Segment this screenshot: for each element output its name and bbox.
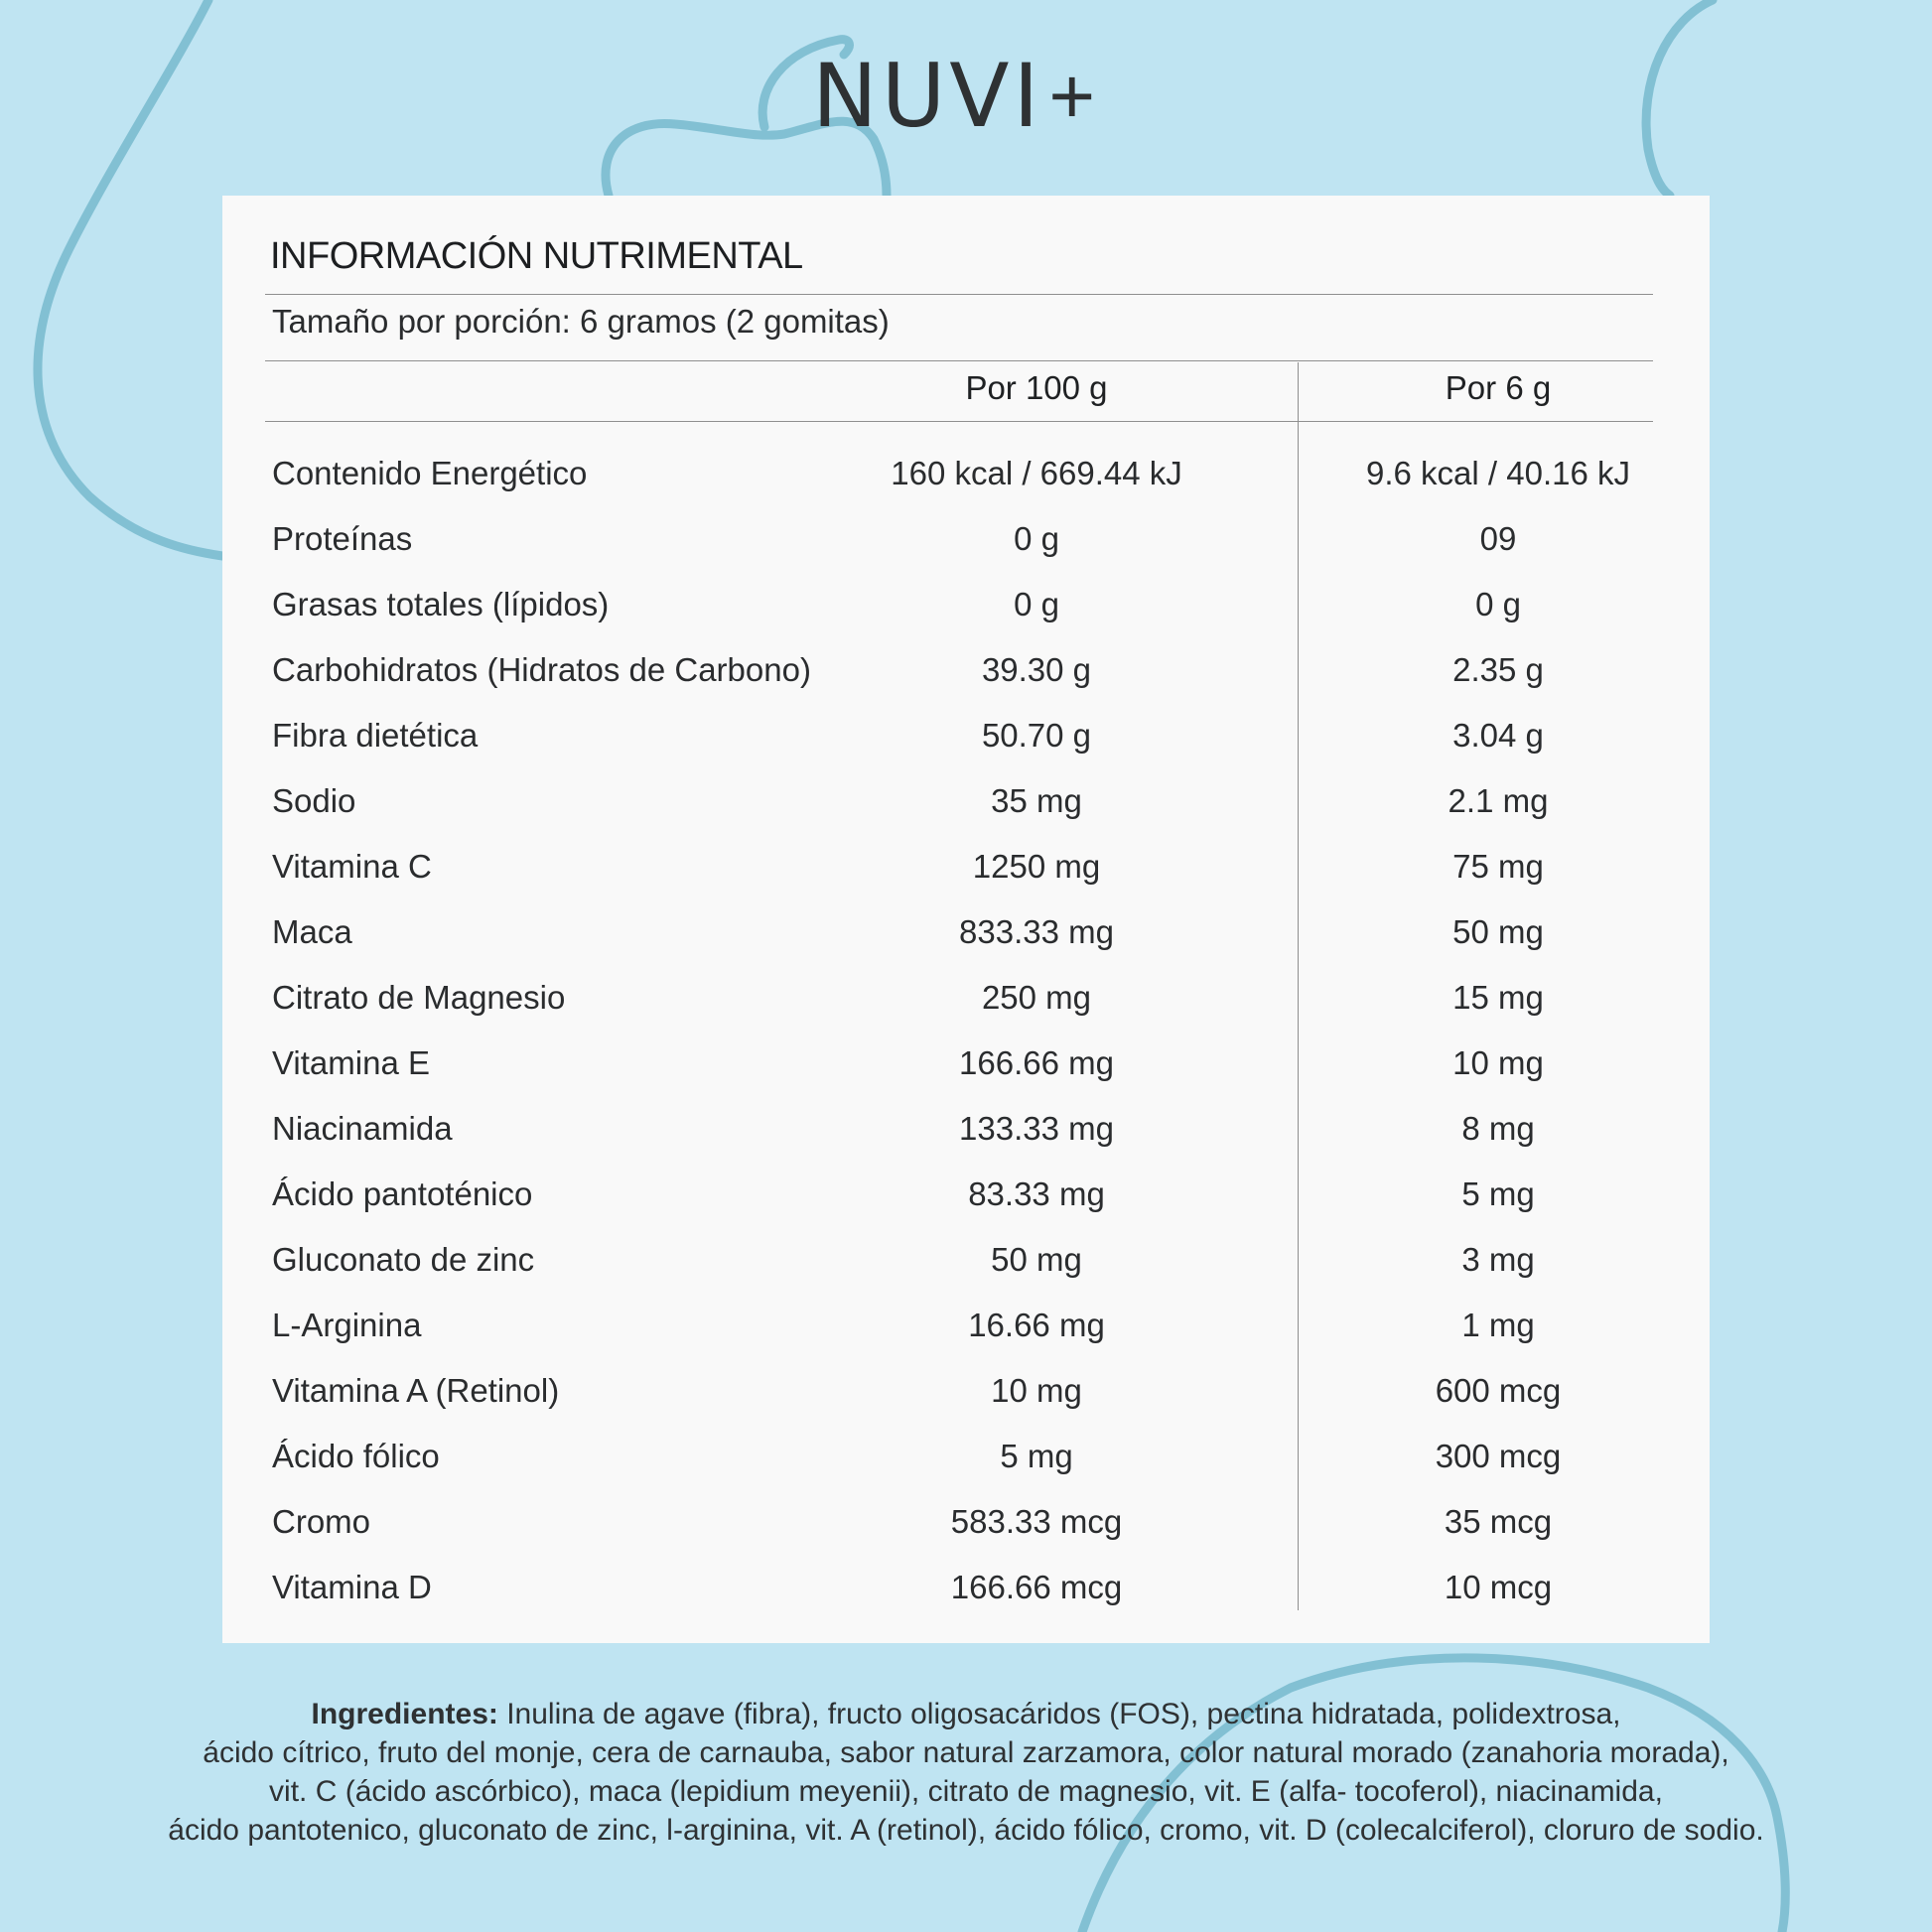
value-per-100g: 133.33 mg [959, 1110, 1114, 1147]
table-row [222, 1031, 1710, 1096]
value-per-6g: 10 mg [1452, 1044, 1544, 1081]
value-per-6g: 3 mg [1461, 1241, 1535, 1278]
value-per-100g: 166.66 mcg [950, 1569, 1123, 1605]
value-per-6g: 3.04 g [1452, 717, 1544, 754]
nutrient-name: Niacinamida [272, 1110, 453, 1147]
nutrient-name: Ácido pantoténico [272, 1175, 533, 1212]
table-row [222, 1096, 1710, 1162]
value-per-6g: 50 mg [1452, 913, 1544, 950]
value-per-6g: 9.6 kcal / 40.16 kJ [1366, 455, 1630, 491]
ingredients-line [60, 1695, 1872, 1733]
divider [265, 360, 1653, 361]
table-row [222, 572, 1710, 637]
value-per-6g: 15 mg [1452, 979, 1544, 1016]
nutrition-table [222, 441, 1710, 1620]
panel-title: INFORMACIÓN NUTRIMENTAL [270, 235, 803, 277]
value-per-100g: 5 mg [1000, 1438, 1073, 1474]
nutrient-name: Vitamina E [272, 1044, 430, 1081]
value-per-6g: 0 g [1475, 586, 1521, 622]
value-per-100g: 16.66 mg [968, 1307, 1105, 1343]
nutrient-name: Grasas totales (lípidos) [272, 586, 610, 622]
column-header-per-6g: Por 6 g [1445, 369, 1552, 406]
table-row [222, 1555, 1710, 1620]
table-row [222, 703, 1710, 768]
value-per-6g: 75 mg [1452, 848, 1544, 885]
nutrient-name: Gluconato de zinc [272, 1241, 535, 1278]
ingredients-text [60, 1695, 1872, 1850]
table-row [222, 768, 1710, 834]
nutrient-name: Cromo [272, 1503, 371, 1540]
nutrient-name: Ácido fólico [272, 1438, 440, 1474]
value-per-6g: 35 mcg [1444, 1503, 1553, 1540]
table-row [222, 1358, 1710, 1424]
table-row [222, 637, 1710, 703]
value-per-100g: 833.33 mg [959, 913, 1114, 950]
table-row [222, 1227, 1710, 1293]
nutrient-name: Vitamina C [272, 848, 432, 885]
value-per-100g: 10 mg [991, 1372, 1082, 1409]
nutrient-name: Sodio [272, 782, 356, 819]
nutrient-name: Contenido Energético [272, 455, 588, 491]
ingredients-line-text: Inulina de agave (fibra), fructo oligosacáridos (FOS), pectina hidratada, polidextrosa, [506, 1698, 1621, 1730]
value-per-6g: 10 mcg [1444, 1569, 1553, 1605]
value-per-6g: 2.1 mg [1448, 782, 1549, 819]
brand-plus-icon: + [1048, 52, 1096, 140]
value-per-100g: 0 g [1014, 520, 1059, 557]
table-row [222, 1489, 1710, 1555]
nutrient-name: Fibra dietética [272, 717, 479, 754]
serving-size: Tamaño por porción: 6 gramos (2 gomitas) [272, 303, 890, 340]
value-per-6g: 600 mcg [1435, 1372, 1562, 1409]
table-row [222, 441, 1710, 506]
nutrient-name: Vitamina A (Retinol) [272, 1372, 560, 1409]
table-row [222, 1293, 1710, 1358]
table-row [222, 506, 1710, 572]
table-row [222, 899, 1710, 965]
value-per-100g: 50.70 g [981, 717, 1092, 754]
nutrient-name: Maca [272, 913, 352, 950]
value-per-6g: 09 [1479, 520, 1517, 557]
nutrient-name: Carbohidratos (Hidratos de Carbono) [272, 651, 811, 688]
table-row [222, 1162, 1710, 1227]
column-header-per-100g: Por 100 g [965, 369, 1108, 406]
table-row [222, 1424, 1710, 1489]
ingredients-label: Ingredientes: [311, 1698, 498, 1730]
brand-name: NUVI [812, 45, 1043, 147]
table-row [222, 834, 1710, 899]
value-per-100g: 1250 mg [972, 848, 1101, 885]
divider [265, 294, 1653, 295]
nutrient-name: Proteínas [272, 520, 413, 557]
ingredients-line: vit. C (ácido ascórbico), maca (lepidium meyenii), citrato de magnesio, vit. E (alfa- tocoferol), niacinamida, [269, 1775, 1663, 1808]
nutrition-panel [222, 196, 1710, 1643]
value-per-100g: 160 kcal / 669.44 kJ [891, 455, 1182, 491]
value-per-100g: 83.33 mg [968, 1175, 1105, 1212]
ingredients-line: ácido cítrico, fruto del monje, cera de carnauba, sabor natural zarzamora, color natural morado (zanahoria morada), [203, 1736, 1729, 1769]
nutrient-name: Vitamina D [272, 1569, 432, 1605]
nutrient-name: L-Arginina [272, 1307, 422, 1343]
value-per-100g: 166.66 mg [959, 1044, 1114, 1081]
brand-logo [812, 45, 1096, 147]
table-row [222, 965, 1710, 1031]
value-per-100g: 0 g [1014, 586, 1059, 622]
value-per-100g: 250 mg [981, 979, 1092, 1016]
value-per-6g: 8 mg [1461, 1110, 1535, 1147]
value-per-100g: 39.30 g [981, 651, 1092, 688]
value-per-100g: 583.33 mcg [950, 1503, 1123, 1540]
nutrient-name: Citrato de Magnesio [272, 979, 566, 1016]
value-per-6g: 300 mcg [1435, 1438, 1562, 1474]
value-per-6g: 2.35 g [1452, 651, 1544, 688]
value-per-6g: 1 mg [1461, 1307, 1535, 1343]
ingredients-line: ácido pantotenico, gluconato de zinc, l-arginina, vit. A (retinol), ácido fólico, cromo, vit. D (colecalciferol), cloruro de sodio. [168, 1814, 1764, 1847]
value-per-6g: 5 mg [1461, 1175, 1535, 1212]
value-per-100g: 35 mg [991, 782, 1082, 819]
divider [265, 421, 1653, 422]
value-per-100g: 50 mg [991, 1241, 1082, 1278]
